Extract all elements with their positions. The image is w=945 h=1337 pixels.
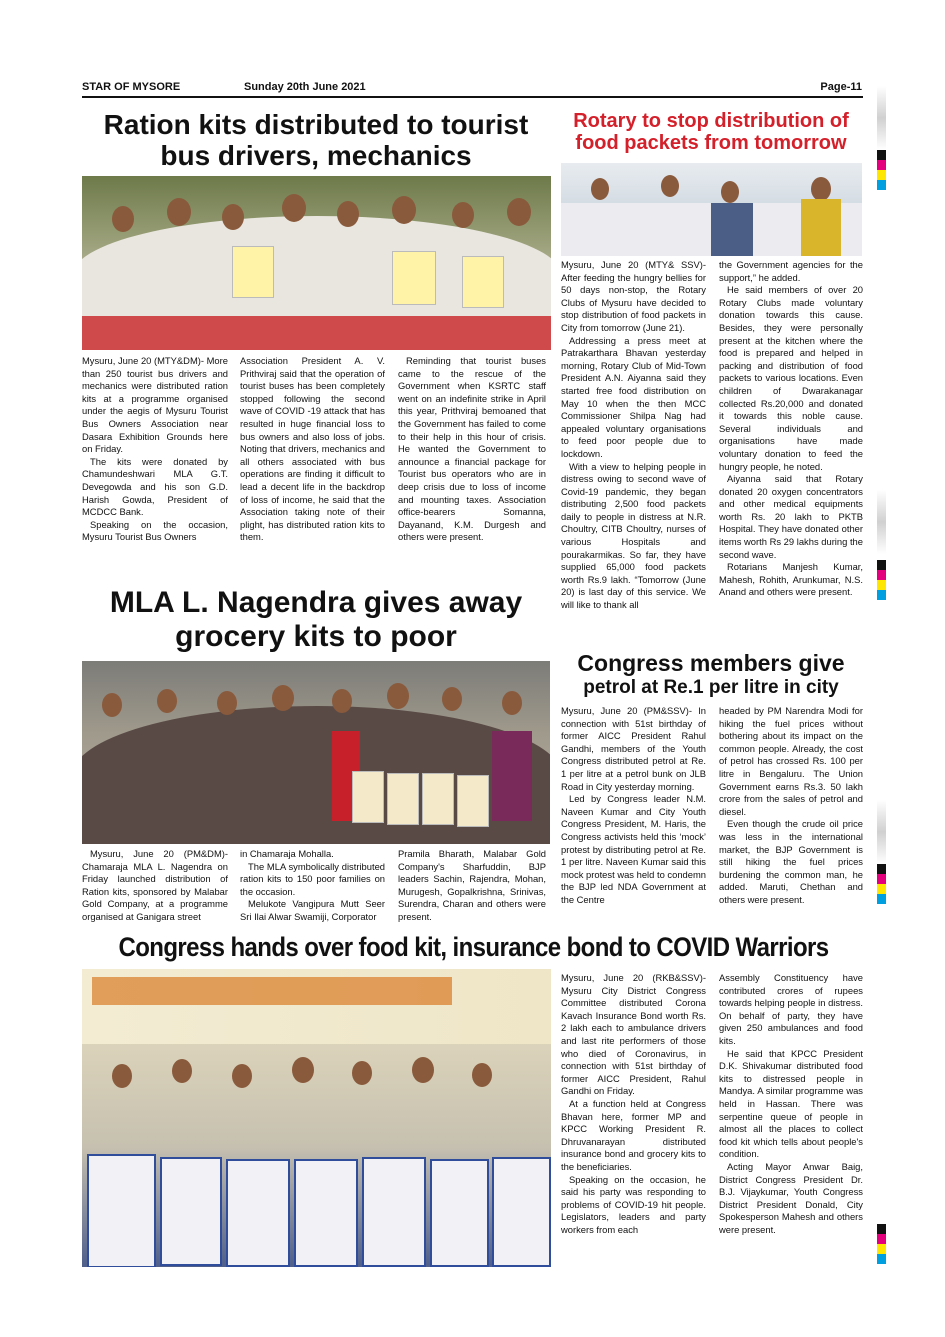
- ration-photo: [82, 176, 551, 350]
- nagendra-photo: [82, 661, 550, 844]
- newspaper-name: STAR OF MYSORE: [82, 81, 181, 93]
- nagendra-col-2: in Chamaraja Mohalla. The MLA symbolically distributed ration kits to 150 poor families on the occasion. Melukote Vangipura Mutt Seer Sri Ilai Alwar Swamiji, Corporator: [240, 848, 385, 922]
- warriors-photo: [82, 969, 551, 1267]
- ration-col-1: Mysuru, June 20 (MTY&DM)- More than 250 tourist bus drivers and mechanics were distributed ration kits at a programme organised under the aegis of Mysuru Tourist Bus Owners Association near Dasara Exhibition Grounds here on Friday. The kits were donated by Chamundeshwari MLA G.T. Devegowda and his son G.D. Harish Gowda, President of MCDCC Bank. Speaking on the occasion, Mysuru Tourist Bus Owners: [82, 355, 228, 543]
- page-number: Page-11: [820, 81, 862, 93]
- nagendra-col-1: Mysuru, June 20 (PM&DM)- Chamaraja MLA L. Nagendra on Friday launched distribution of Ration kits, sponsored by Malabar Gold Company, at a programme organised at Ganigara street: [82, 848, 228, 922]
- warriors-headline: Congress hands over food kit, insurance bond to COVID Warriors: [118, 932, 829, 963]
- nagendra-col-3: Pramila Bharath, Malabar Gold Company's Sharfuddin, BJP leaders Sachin, Rajendra, Mohan, Murugesh, Gopalkrishna, Srinivas, Surendra, Charan and others were present.: [398, 848, 546, 922]
- ration-headline: Ration kits distributed to tourist bus drivers, mechanics: [103, 109, 529, 172]
- warriors-col-1: Mysuru, June 20 (RKB&SSV)- Mysuru City District Congress Committee distributed Corona Kavach Insurance Bond worth Rs. 2 lakh each to ambulance drivers and last rite performers of those who died of Coronavirus, in connection with 51st birthday of former AICC President, Rahul Gandhi on Friday. At a function held at Congress Bhavan here, former MP and KPCC Working President R. Dhruvanarayan distributed insurance bond and grocery kits to the beneficiaries. Speaking on the occasion, he said his party was responding to problems of COVID-19 hit people. Legislators, leaders and party workers from each: [561, 972, 706, 1235]
- issue-date: Sunday 20th June 2021: [244, 81, 366, 93]
- petrol-headline: Congress members give petrol at Re.1 per litre in city: [577, 650, 845, 698]
- petrol-col-1: Mysuru, June 20 (PM&SSV)- In connection with 51st birthday of former AICC President Rahul Gandhi, members of the Youth Congress distributed petrol at Re. 1 per litre at a petrol bunk on JLB Road in City yesterday morning. Led by Congress leader N.M. Naveen Kumar and City Youth Congress President, M. Haris, the Congress activists held this ‘mock’ protest by distributing petrol at Re. 1 per litre. Naveen Kumar said this mock protest was held to condemn the BJP led NDA Government at the Centre: [561, 705, 706, 905]
- nagendra-headline: MLA L. Nagendra gives away grocery kits to poor: [109, 586, 523, 653]
- rotary-photo: [561, 163, 862, 256]
- rotary-headline: Rotary to stop distribution of food packets from tomorrow: [573, 110, 849, 155]
- rotary-col-1: Mysuru, June 20 (MTY& SSV)- After feeding the hungry bellies for 50 days non-stop, the Rotary Clubs of Mysuru have decided to stop distribution of food packets in City from tomorrow (June 21). Addressing a press meet at Patrakarthara Bhavan yesterday morning, Rotary Club of Mid-Town President A.N. Aiyanna said they started free food distribution on May 10 when the then MCC Commissioner Shilpa Nag had appealed voluntary organisations to feed poor people due to lockdown. With a view to helping people in distress owing to second wave of Covid-19 pandemic, they began distributing 2,500 food packets daily to people in distress at N.R. Choultry, CITB Choultry, nurses of various Hospitals and pourakarmikas. So far, they have supplied 65,000 food packets worth Rs.9 lakh. “Tomorrow (June 20) is last day of this service. We will like to thank all: [561, 259, 706, 611]
- header-rule: [82, 96, 863, 98]
- warriors-col-2: Assembly Constituency have contributed crores of rupees towards helping people in distress. On behalf of party, they have given 250 ambulances and food kits. He said that KPCC President D.K. Shivakumar distributed food kits to distressed people in Mandya. A similar programme was held in Hassan. There was serpentine queue of people in almost all the places to collect food kit which tells about people's condition. Acting Mayor Anwar Baig, District Congress President Dr. B.J. Vijaykumar, Youth Congress District President Donald, City Spokesperson Mahesh and others were present.: [719, 972, 863, 1235]
- petrol-col-2: headed by PM Narendra Modi for hiking the fuel prices without bothering about its impact on the common people. Already, the cost of petrol has crossed Rs. 100 per litre in Bengaluru. The Union Government earns Rs.3. 50 lakh crore from the sales of petrol and diesel. Even though the crude oil price was less in the international market, the BJP Government is still hiking the fuel prices burdening the common man, he added. Maruti, Chethan and others were present.: [719, 705, 863, 905]
- rotary-col-2: the Government agencies for the support,” he added. He said members of over 20 Rotary Clubs made voluntary donation towards this cause. Besides, they were personally present at the kitchen where the food is prepared and helped in packing and distribution of food packets to various locations. Even children of Dwarakanagar collected Rs.20,000 and donated it towards this noble cause. Several individuals and organisations have made voluntary donation to feed the hungry people, he noted. Aiyanna said that Rotary donated 20 oxygen concentrators and other medical equipments worth Rs. 20 lakh to PKTB Hospital. They have donated other items worth Rs 29 lakhs during the second wave. Rotarians Manjesh Kumar, Mahesh, Rohith, Arunkumar, N.S. Anand and others were present.: [719, 259, 863, 598]
- ration-col-3: Reminding that tourist buses came to the rescue of the Government when KSRTC staff went on an indefinite strike in April this year, Prithviraj bemoaned that the Government has failed to come to their help in this hour of crisis. He wanted the Government to announce a financial package for Tourist bus operators who are in deep crisis due to loss of income and mounting taxes. Association office-bearers Somanna, Dayanand, K.M. Durgesh and others were present.: [398, 355, 546, 543]
- ration-col-2: Association President A. V. Prithviraj said that the operation of tourist buses has been completely stopped following the second wave of COVID -19 attack that has resulted in huge financial loss to bus owners and also loss of jobs. Noting that drivers, mechanics and all others associated with bus operations are finding it difficult to lead a decent life in the backdrop of loss of income, he said that the Association taking note of their plight, has distributed ration kits to them.: [240, 355, 385, 543]
